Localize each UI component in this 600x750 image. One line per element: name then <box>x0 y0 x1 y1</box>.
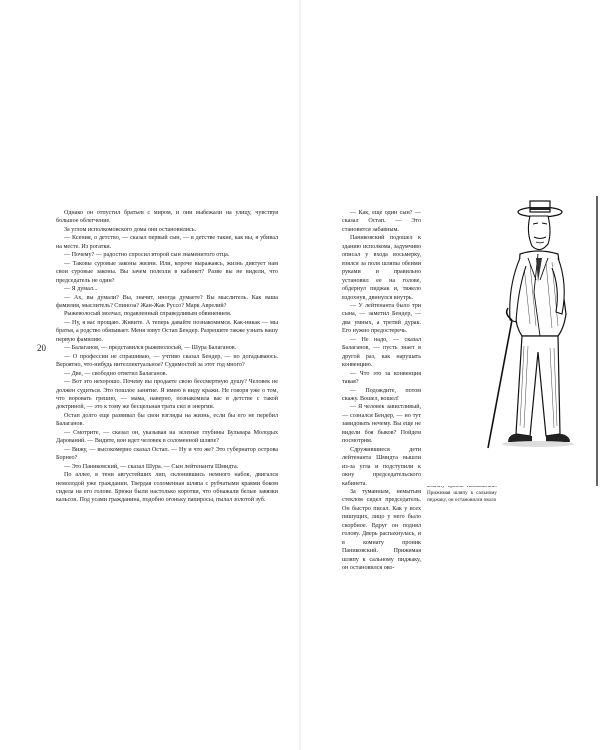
paragraph: Остап долго еще развивал бы свои взгляды на жизнь, если бы его не перебил Балаганов. <box>56 412 278 428</box>
paragraph: — Не надо, — сказал Балаганов, — пусть знает в другой раз, как нарушать конвенцию. <box>342 336 421 369</box>
paragraph: Однако он отпустил братьев с миром, и они выбежали на улицу, чувствуя большое облегчение. <box>56 210 278 225</box>
paragraph: — Я человек завистливый, — сознался Бендер, — но тут завидовать нечему. Вы еще не видели боя быков? Пойдем посмотрим. <box>342 404 421 445</box>
paragraph: — Я думал... <box>64 286 98 293</box>
paragraph: Паниковский подошел к зданию исполкома, задумчиво описал у входа восьмерку, взялся за поля шляпы обеими руками и правильно установил ее на голове, обдернул пиджак и, тяжело вздохнув, двинулся внутрь. <box>342 235 421 301</box>
paragraph: За углом исполкомовского дома они остановились. <box>64 226 197 233</box>
paragraph: — Как, еще один сын? — сказал Остап. — Это становится забавным. <box>342 210 421 233</box>
man-with-cane-illustration <box>426 196 599 486</box>
paragraph: — Ну, я вас прощаю. Живите. А теперь давайте познакомимся. Как-никак — мы братья, а родство обязывает. Меня зовут Остап Бендер. Разрешите также узнать вашу первую фамилию. <box>56 319 278 343</box>
paragraph: — О профессии не спрашиваю, — учтиво сказал Бендер, — но догадываюсь. Вероятно, что-нибудь интеллектуальное? Судимостей за этот год много? <box>56 353 278 369</box>
paragraph: — Это Паниковский, — сказал Шура. — Сын лейтенанта Шмидта. <box>64 463 239 470</box>
paragraph: Сдружившиеся дети лейтенанта Шмидта вышли из-за угла и подступили к окну председательского кабинета. <box>342 446 421 487</box>
paragraph: Рыжеволосый молчал, подавленный справедливым обвинением. <box>64 311 232 318</box>
paragraph: — Что это за конвенция такая? <box>342 370 421 386</box>
left-text-column <box>56 209 278 505</box>
paragraph: — Вижу, — высокомерно сказал Остап. — Ну и что же? Это губернатор острова Борнео? <box>56 446 278 462</box>
paragraph: По аллее, в тени августейших лип, склонившись немного набок, двигался немолодой уже гражданин. Твердая соломенная шляпа с рубчатыми краями боком сидела на его голове. Брюки были настолько коротки, что обнажали белые завязки кальсон. Под усами гражданина, подобно огоньку папиросы, пылал золотой зуб. <box>56 472 278 504</box>
paragraph: — У лейтенанта было три сына, — заметил Бендер, — два умных, а третий дурак. Его нужно предостеречь. <box>342 302 421 335</box>
paragraph: — Вот это нехорошо. Почему вы продаете свою бессмертную душу? Человек не должен судиться. Это пошлое занятие. Я имею в виду кражи. Не говоря уже о том, что воровать грешно, — мама, наверно, познакомила вас в детстве с такой доктриной, — это к тому же бесцельная трата сил и энергии. <box>56 379 278 411</box>
paragraph: За туманным, немытым стеклом сидел председатель. Он быстро писал. Как у всех пишущих, лицо у него было скорбное. Вдруг он поднял голову. Дверь распахнулась, и в комнату проник Паниковский. Прижимая шляпу к сальному пиджаку, он остановился око- <box>342 488 421 572</box>
middle-text-column <box>342 209 421 572</box>
paragraph: — Две, — свободно ответил Балаганов. <box>64 370 168 377</box>
paragraph: — Смотрите, — сказал он, указывая на зеленые глубины Бульвара Молодых Дарований. — Видите, вон идет человек в соломенной шляпе? <box>56 429 278 445</box>
paragraph: — Ксения, о детство, — сказал первый сын, — в детстве такие, как вы, я убивал на месте. Из рогатки. <box>56 235 278 250</box>
paragraph: — Ах, вы думали? Вы, значит, иногда думаете? Вы мыслитель. Как ваша фамилия, мыслитель? Спиноза? Жан-Жак Руссо? Марк Аврелий? <box>56 294 278 309</box>
paragraph: — Почему? — радостно спросил второй сын знаменитого отца. <box>64 252 230 259</box>
paragraph: — Таковы суровые законы жизни. Или, короче выражаясь, жизнь диктует нам свои суровые законы. Вы зачем полезли в кабинет? Разве вы не видели, что председатель не один? <box>56 260 278 284</box>
head <box>528 216 550 250</box>
paragraph: Прижимая шляпу к сальному пиджаку, он остановился около <box>427 489 497 503</box>
paragraph: — Балаганов, — представился рыжеволосый, — Шура Балаганов. <box>64 345 237 352</box>
page-number: 20 <box>37 343 46 353</box>
page-fold <box>299 0 301 750</box>
ground-shadow <box>502 441 574 447</box>
ink-drawing <box>426 196 599 486</box>
paragraph: — Подождите, потом скажу. Вошел, вошел! <box>342 387 421 402</box>
